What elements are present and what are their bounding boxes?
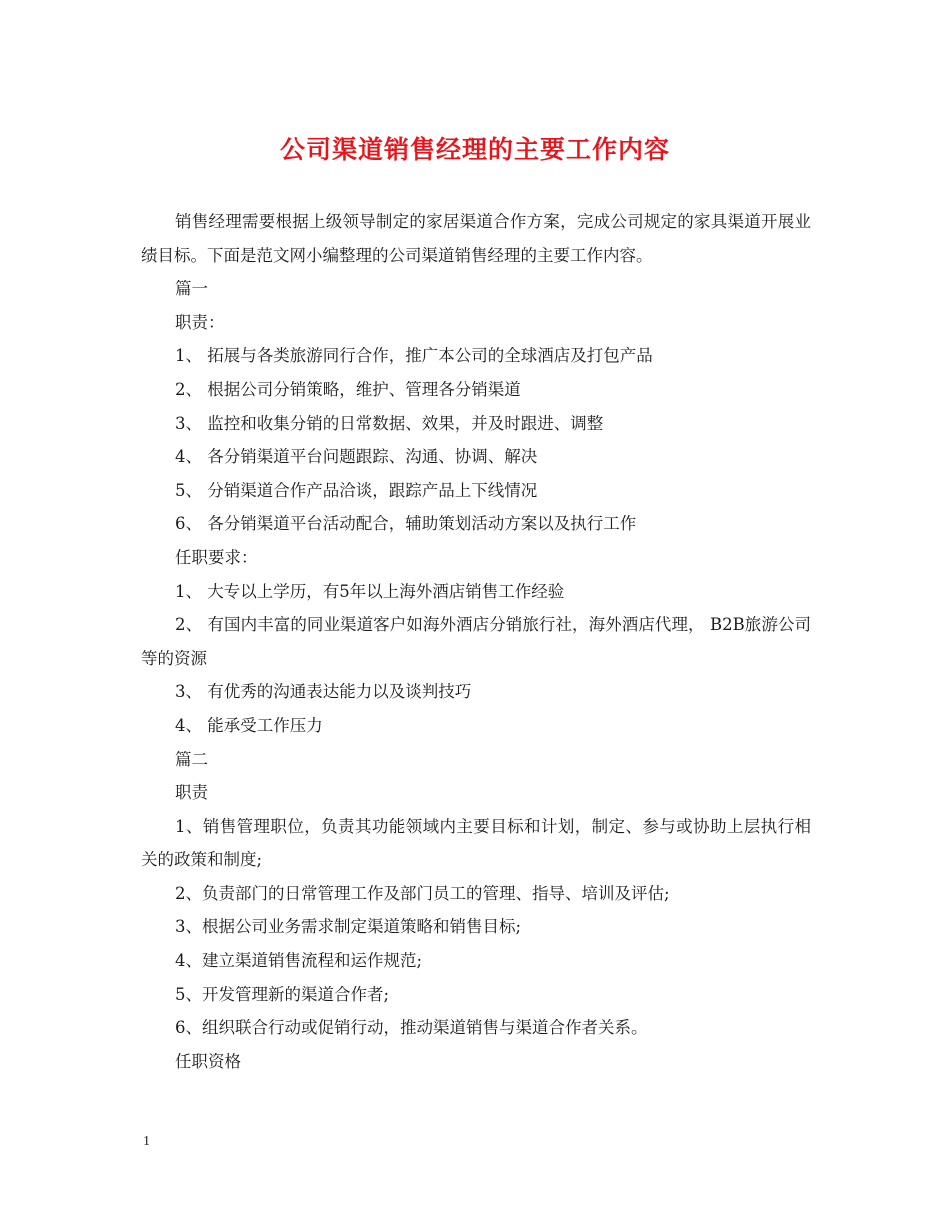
list-item: 1、销售管理职位，负责其功能领域内主要目标和计划，制定、参与或协助上层执行相关的政策和制度; (141, 816, 811, 870)
subheading-qualifications: 任职资格 (175, 1051, 241, 1071)
list-item: 3、 有优秀的沟通表达能力以及谈判技巧 (175, 682, 472, 702)
list-item: 6、 各分销渠道平台活动配合，辅助策划活动方案以及执行工作 (175, 514, 637, 534)
list-item: 1、 拓展与各类旅游同行合作，推广本公司的全球酒店及打包产品 (175, 346, 653, 366)
list-item: 4、 能承受工作压力 (175, 715, 323, 735)
document-body (141, 205, 811, 1078)
section-heading-part-one: 篇一 (175, 279, 208, 299)
page-number: 1 (143, 1134, 150, 1149)
list-item: 6、组织联合行动或促销行动，推动渠道销售与渠道合作者关系。 (175, 1018, 648, 1038)
list-item: 4、 各分销渠道平台问题跟踪、沟通、协调、解决 (175, 447, 538, 467)
section-heading-part-two: 篇二 (175, 749, 208, 769)
list-item: 2、 有国内丰富的同业渠道客户如海外酒店分销旅行社，海外酒店代理， B2B旅游公司等的资源 (141, 615, 811, 668)
document-title: 公司渠道销售经理的主要工作内容 (279, 135, 670, 164)
list-item: 3、根据公司业务需求制定渠道策略和销售目标; (175, 917, 522, 937)
list-item: 2、负责部门的日常管理工作及部门员工的管理、指导、培训及评估; (175, 883, 670, 903)
list-item: 5、 分销渠道合作产品洽谈，跟踪产品上下线情况 (175, 480, 538, 500)
list-item: 4、建立渠道销售流程和运作规范; (175, 951, 423, 971)
list-item: 2、 根据公司分销策略，维护、管理各分销渠道 (175, 379, 521, 399)
list-item: 1、 大专以上学历，有5年以上海外酒店销售工作经验 (175, 581, 565, 601)
subheading-duties: 职责： (175, 312, 225, 332)
list-item: 5、开发管理新的渠道合作者; (175, 984, 390, 1004)
subheading-requirements: 任职要求： (175, 547, 258, 567)
subheading-duties-two: 职责 (175, 783, 208, 803)
paragraph-intro: 销售经理需要根据上级领导制定的家居渠道合作方案，完成公司规定的家具渠道开展业绩目标。下面是范文网小编整理的公司渠道销售经理的主要工作内容。 (141, 212, 811, 265)
list-item: 3、 监控和收集分销的日常数据、效果，并及时跟进、调整 (175, 413, 604, 433)
